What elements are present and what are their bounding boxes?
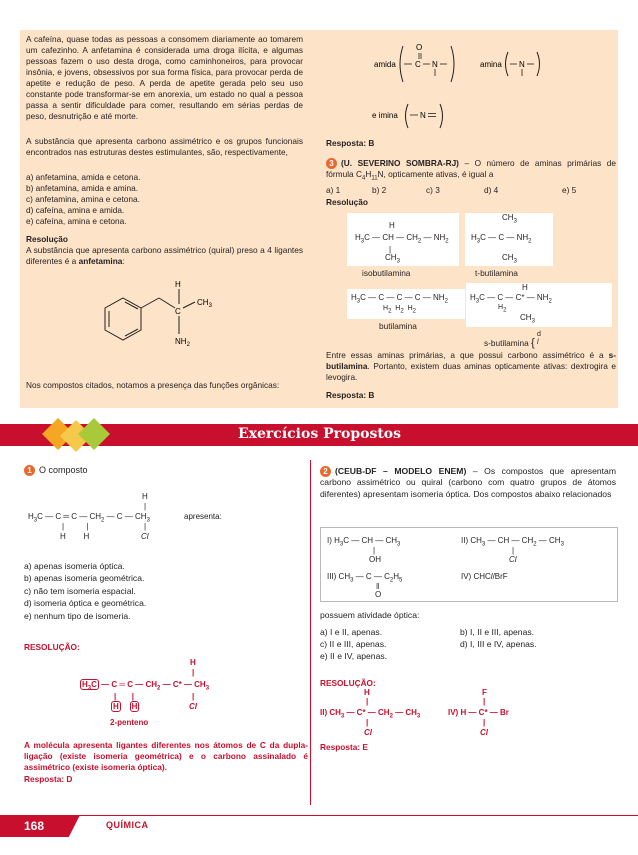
banner-title: Exercícios Propostos xyxy=(238,426,402,442)
imina-label: e imina xyxy=(372,111,398,120)
q2-atividade: possuem atividade óptica: xyxy=(320,610,420,620)
struct-c: C xyxy=(175,307,181,316)
svg-text:N: N xyxy=(432,60,438,69)
footer-bar xyxy=(0,815,638,816)
penteno-label: 2-penteno xyxy=(110,718,149,727)
isobutilamina-label: isobutilamina xyxy=(362,268,411,278)
resolucao-title: Resolução xyxy=(26,234,68,244)
q1-resolution-structure: H | $H_3C$ — C ═ C — $CH_2$ — C* — $CH_3$ | | | H H Cl 2-penteno xyxy=(82,658,210,727)
q2-resposta: Resposta: E xyxy=(320,742,368,752)
amina-label: amina xyxy=(480,60,502,69)
page-number: 168 xyxy=(24,819,45,833)
sbutilamina-label: s-butilamina { xyxy=(484,337,535,349)
butilamina-box: $H_3C$ — C — C — C — $NH_2$ $H_2$ $H_2$ $H_2$ xyxy=(347,289,465,319)
isobutilamina-box: H $H_3C$ — CH — $CH_2$ — $NH_2$ | $CH_3$ xyxy=(347,213,459,266)
options-list xyxy=(26,172,303,227)
d-label: d xyxy=(537,331,541,338)
tbutilamina-box: $CH_3$ $H_3C$ — C — $NH_2$ $CH_3$ xyxy=(465,213,553,266)
struct-nh2: NH xyxy=(175,337,187,346)
q2-text: 2 (CEUB-DF – MODELO ENEM) – Os compostos que apresentam carbono assimétrico ou quiral (carbono com quatro grupos de átomos diferentes) apresentam isomeria óptica. Dos compostos abaixo relacionados xyxy=(320,466,616,499)
amida-label: amida xyxy=(374,60,396,69)
q1-options: a) apenas isomeria óptica. b) apenas isomeria geométrica. c) não tem isomeria espacial. d) isomeria óptica e geométrica. e) nenhum tipo de isomeria. xyxy=(24,561,147,621)
subject-label: QUÍMICA xyxy=(106,820,149,830)
diamond-decoration xyxy=(40,416,130,456)
q2-resolution-structures: H | II) $CH_3$ — C* — $CH_2$ — $CH_3$ | Cl F | IV) H — C* — Br | Cl xyxy=(320,688,509,737)
resposta-b-1: Resposta: B xyxy=(326,138,375,148)
struct-h: H xyxy=(175,280,181,289)
svg-text:C: C xyxy=(415,60,421,69)
anfetamina-structure xyxy=(95,278,245,363)
q3-number: 3 xyxy=(326,158,337,169)
q1-resposta: Resposta: D xyxy=(24,774,73,784)
functions-diagram xyxy=(330,34,615,134)
resolucao-text: A substância que apresenta carbono assimétrico (quiral) preso a 4 ligantes diferentes é a anfetamina: xyxy=(26,245,303,266)
q1-resolucao-label: RESOLUÇÃO: xyxy=(24,642,80,652)
q3-resolucao-title: Resolução xyxy=(326,197,368,207)
tbutilamina-label: t-butilamina xyxy=(475,268,518,278)
column-divider xyxy=(310,460,311,805)
svg-text:N: N xyxy=(519,60,525,69)
q2-number: 2 xyxy=(320,466,331,477)
butilamina-label: butilamina xyxy=(379,321,417,331)
struct-ch3: CH xyxy=(197,298,209,307)
anfetamina-bold: anfetamina xyxy=(78,255,123,266)
q2-resolucao-label: RESOLUÇÃO: xyxy=(320,678,376,688)
q1-structure: H | $H_3C$ — C ═ C — $CH_2$ — C — $CH_3$ apresenta: | | | H H Cl xyxy=(28,492,222,541)
sbutilamina-box: H $H_3C$ — C — C* — $NH_2$ $H_2$ $CH_3$ xyxy=(466,283,612,327)
resposta-b-2: Resposta: B xyxy=(326,390,375,400)
conclusion-text: Entre essas aminas primárias, a que possui carbono assimétrico é a s-butilamina. Portanto, existem duas aminas opticamente ativas: dextrogira e levogira. xyxy=(326,350,616,382)
q2-options: a) I e II, apenas. b) I, II e III, apenas. c) II e III, apenas. d) I, III e IV, apenas. e) II e IV, apenas. xyxy=(320,627,537,661)
svg-text:NH2: $NH_2$ xyxy=(175,337,190,348)
q1-answer: A molécula apresenta ligantes diferentes nos átomos de C da dupla-ligação (existe isomeria geométrica) e o carbono assinalado é assimétrico (existe isomeria óptica). xyxy=(24,740,308,772)
option-a: a) anfetamina, amida e cetona. xyxy=(26,172,141,182)
svg-text:N: N xyxy=(420,111,426,120)
q1-apresenta: apresenta: xyxy=(184,512,222,521)
functions-text: Nos compostos citados, notamos a presença das funções orgânicas: xyxy=(26,380,280,390)
option-c: c) anfetamina, amina e cetona. xyxy=(26,193,140,204)
svg-text:O: O xyxy=(416,43,423,52)
q1-intro: 1 O composto xyxy=(24,465,88,477)
option-d: d) cafeína, amina e amida. xyxy=(26,204,125,215)
benzene-ring xyxy=(105,298,141,340)
question-text: A substância que apresenta carbono assimétrico e os grupos funcionais encontrados nas estruturas destes estimulantes, são, respectivamente, xyxy=(26,136,303,157)
l-label: l xyxy=(537,339,539,346)
svg-text:CH3: $CH_3$ xyxy=(197,298,212,309)
q1-number: 1 xyxy=(24,465,35,476)
option-b: b) anfetamina, amida e amina. xyxy=(26,182,139,193)
option-e: e) cafeína, amina e cetona. xyxy=(26,215,127,226)
q2-compounds-box: I) $H_3C$ — CH — $CH_3$ | OH II) $CH_3$ — CH — $CH_2$ — $CH_3$ | Cl III) $CH_3$ — C — $C_2H_5$ ‖ O IV) CHCl/BrF xyxy=(320,527,618,602)
q3-text: 3 (U. SEVERINO SOMBRA-RJ) – O número de aminas primárias de fórmula $C_4H_{11}N$, opticamente ativas, é igual a xyxy=(326,158,616,182)
intro-paragraph: A cafeína, quase todas as pessoas a consomem diariamente ao tomarem um cafezinho. A anfetamina é considerada uma droga ilícita, e algumas pessoas fazem o uso desta droga, como caminhoneiros, para provocar insônia, e jovens, obsessivos por sua forma física, para provocar perda de apetite e redução de peso. A perda de apetite gerada pelo seu uso constante pode transformar-se em anorexia, um estado no qual a pessoa passa a sentir dificuldade para comer, resultando em sérias perdas de peso, desnutrição e até morte. xyxy=(26,34,303,121)
